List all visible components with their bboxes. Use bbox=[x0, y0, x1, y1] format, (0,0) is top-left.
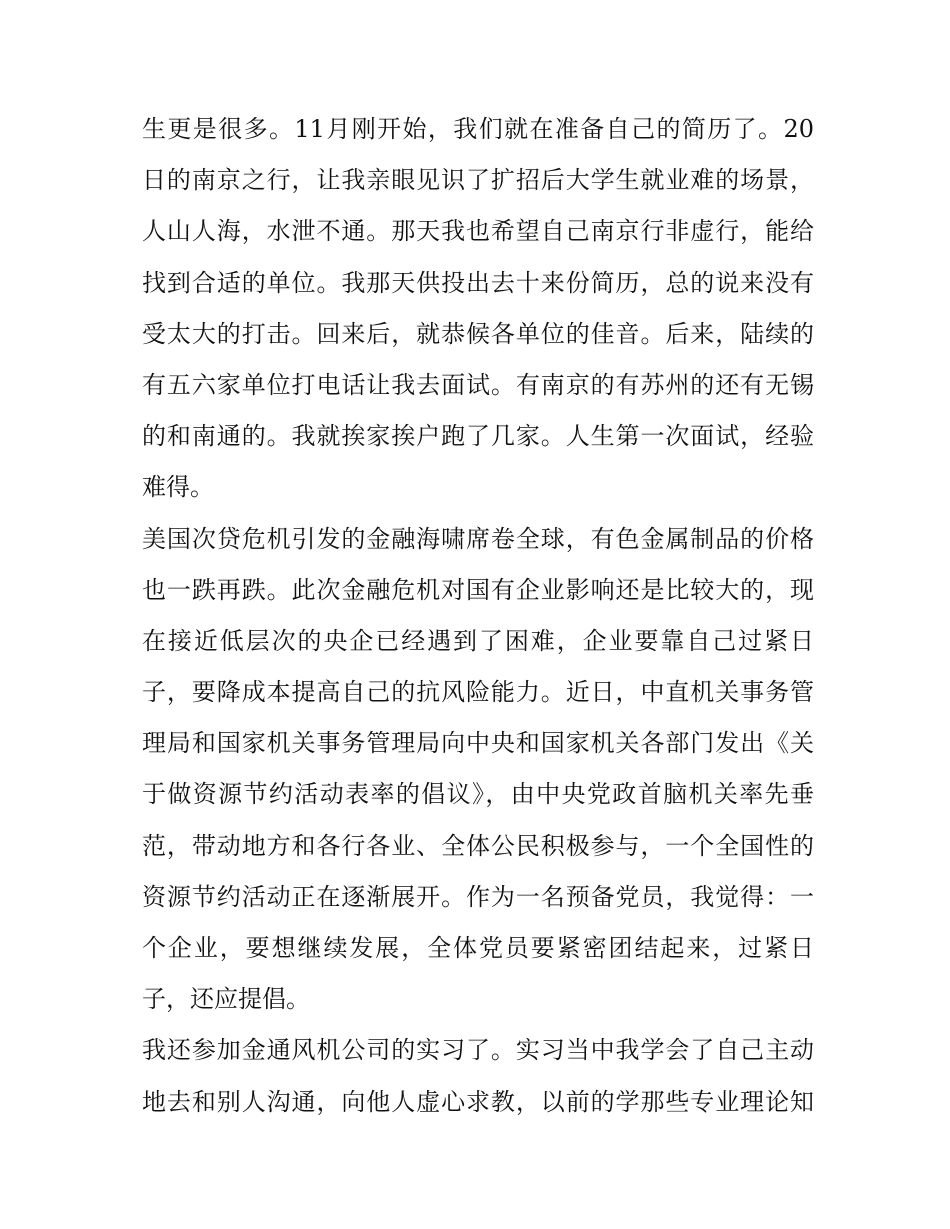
text-line: 有五六家单位打电话让我去面试。有南京的有苏州的还有无锡 bbox=[142, 370, 814, 399]
text-line: 人山人海，水泄不通。那天我也希望自己南京行非虚行，能给 bbox=[142, 217, 814, 246]
text-line: 范，带动地方和各行各业、全体公民积极参与，一个全国性的 bbox=[142, 831, 814, 860]
text-line: 个企业，要想继续发展，全体党员要紧密团结起来，过紧日 bbox=[142, 934, 814, 962]
text-line: 难得。 bbox=[142, 473, 214, 502]
text-line: 子，还应提倡。 bbox=[142, 985, 310, 1014]
text-line: 生更是很多。11月刚开始，我们就在准备自己的简历了。20 bbox=[142, 115, 814, 143]
text-line: 子，要降成本提高自己的抗风险能力。近日，中直机关事务管 bbox=[142, 678, 814, 707]
text-line: 地去和别人沟通，向他人虚心求教，以前的学那些专业理论知 bbox=[142, 1087, 814, 1116]
text-line: 在接近低层次的央企已经遇到了困难，企业要靠自己过紧日 bbox=[142, 626, 814, 655]
text-line: 于做资源节约活动表率的倡议》，由中央党政首脑机关率先垂 bbox=[142, 780, 814, 809]
text-line: 受太大的打击。回来后，就恭候各单位的佳音。后来，陆续的 bbox=[142, 319, 814, 348]
text-line: 美国次贷危机引发的金融海啸席卷全球，有色金属制品的价格 bbox=[142, 524, 814, 553]
text-line: 的和南通的。我就挨家挨户跑了几家。人生第一次面试，经验 bbox=[142, 422, 814, 451]
text-line: 资源节约活动正在逐渐展开。作为一名预备党员，我觉得：一 bbox=[142, 882, 814, 911]
document-body bbox=[142, 104, 814, 1128]
text-line: 理局和国家机关事务管理局向中央和国家机关各部门发出《关 bbox=[142, 729, 814, 758]
text-line: 日的南京之行，让我亲眼见识了扩招后大学生就业难的场景， bbox=[142, 166, 814, 195]
text-line: 也一跌再跌。此次金融危机对国有企业影响还是比较大的，现 bbox=[142, 575, 814, 604]
text-line: 我还参加金通风机公司的实习了。实习当中我学会了自己主动 bbox=[142, 1036, 814, 1065]
text-line: 找到合适的单位。我那天供投出去十来份简历，总的说来没有 bbox=[142, 268, 814, 297]
